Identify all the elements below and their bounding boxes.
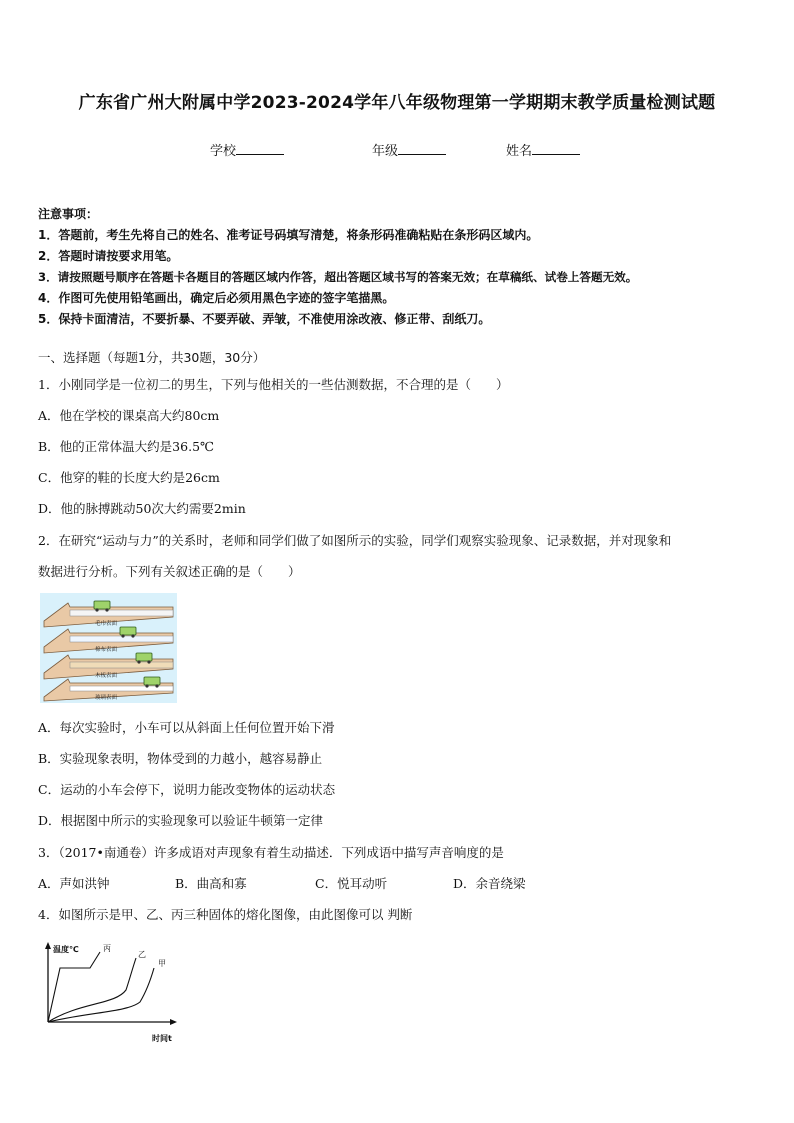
wheel-icon [105, 608, 108, 611]
school-label: 学校 [210, 144, 237, 159]
curve-label-bing: 丙 [103, 944, 111, 953]
q3-options [38, 874, 526, 892]
x-axis-label: 时间t [152, 1034, 172, 1043]
cart-icon [144, 677, 160, 685]
school-blank [236, 142, 284, 155]
q2-option-d: D．根据图中所示的实验现象可以验证牛顿第一定律 [38, 813, 324, 828]
notice-block [38, 204, 637, 330]
section-heading: 一、选择题（每题1分，共30题，30分） [38, 350, 266, 365]
surface-label: 玻璃表面 [95, 695, 118, 701]
cart-icon [94, 601, 110, 609]
school-field [210, 140, 284, 159]
surface-strip [70, 636, 173, 642]
surface-label: 棉布表面 [95, 647, 118, 653]
name-field [506, 140, 580, 159]
q3-option-d: D．余音绕梁 [453, 876, 526, 891]
notice-item: 3．请按照题号顺序在答题卡各题目的答题区域内作答，超出答题区域书写的答案无效；在草稿纸、试卷上答题无效。 [38, 270, 638, 284]
q2-option-c: C．运动的小车会停下，说明力能改变物体的运动状态 [38, 782, 336, 797]
curve-label-yi: 乙 [138, 950, 146, 959]
wheel-icon [121, 634, 124, 637]
surface-strip [70, 610, 173, 616]
q1-option-c: C．他穿的鞋的长度大约是26cm [38, 470, 220, 485]
grade-field [372, 140, 446, 159]
curve-label-jia: 甲 [158, 959, 166, 968]
q2-stem-line1: 2．在研究“运动与力”的关系时，老师和同学们做了如图所示的实验，同学们观察实验现象、记录数据，并对现象和 [38, 533, 672, 548]
melting-graph-svg [40, 940, 180, 1045]
surface-label: 毛巾表面 [95, 621, 118, 627]
q1-option-b: B．他的正常体温大约是36.5℃ [38, 439, 215, 454]
notice-item: 1．答题前，考生先将自己的姓名、准考证号码填写清楚，将条形码准确粘贴在条形码区域内。 [38, 228, 539, 242]
x-axis-arrow-icon [170, 1019, 177, 1025]
wheel-icon [95, 608, 98, 611]
notice-item: 4．作图可先使用铅笔画出，确定后必须用黑色字迹的签字笔描黑。 [38, 291, 395, 305]
cart-icon [120, 627, 136, 635]
notice-heading: 注意事项： [38, 207, 99, 221]
surface-strip [70, 662, 173, 668]
y-axis-arrow-icon [45, 942, 51, 949]
q3-option-b: B．曲高和寡 [175, 876, 247, 891]
q1-option-a: A．他在学校的课桌高大约80cm [38, 408, 220, 423]
q1-stem: 1．小刚同学是一位初二的男生，下列与他相关的一些估测数据，不合理的是（ ） [38, 377, 509, 392]
q2-option-a: A．每次实验时，小车可以从斜面上任何位置开始下滑 [38, 720, 335, 735]
y-axis-label: 温度℃ [53, 945, 79, 954]
melting-graph [40, 940, 180, 1045]
incline-experiment-svg [40, 593, 177, 703]
q3-option-a: A．声如洪钟 [38, 876, 110, 891]
q4-stem: 4．如图所示是甲、乙、丙三种固体的熔化图像，由此图像可以 判断 [38, 907, 413, 922]
grade-blank [398, 142, 446, 155]
surface-label: 木板表面 [95, 673, 118, 679]
wheel-icon [145, 684, 148, 687]
q2-stem-line2: 数据进行分析。下列有关叙述正确的是（ ） [38, 564, 301, 579]
notice-item: 2．答题时请按要求用笔。 [38, 249, 179, 263]
wheel-icon [147, 660, 150, 663]
grade-label: 年级 [372, 144, 399, 159]
q3-option-c: C．悦耳动听 [315, 876, 388, 891]
wheel-icon [155, 684, 158, 687]
wheel-icon [137, 660, 140, 663]
notice-item: 5．保持卡面清洁，不要折暴、不要弄破、弄皱，不准使用涂改液、修正带、刮纸刀。 [38, 312, 491, 326]
curve-bing [48, 952, 100, 1022]
wheel-icon [131, 634, 134, 637]
q2-option-b: B．实验现象表明，物体受到的力越小，越容易静止 [38, 751, 323, 766]
q3-stem: 3．（2017•南通卷）许多成语对声现象有着生动描述．下列成语中描写声音响度的是 [38, 845, 504, 860]
exam-title: 广东省广州大附属中学2023-2024学年八年级物理第一学期期末教学质量检测试题 [78, 93, 716, 113]
cart-icon [136, 653, 152, 661]
incline-experiment-figure [40, 593, 177, 703]
q1-option-d: D．他的脉搏跳动50次大约需要2min [38, 501, 246, 516]
name-blank [532, 142, 580, 155]
name-label: 姓名 [506, 144, 533, 159]
